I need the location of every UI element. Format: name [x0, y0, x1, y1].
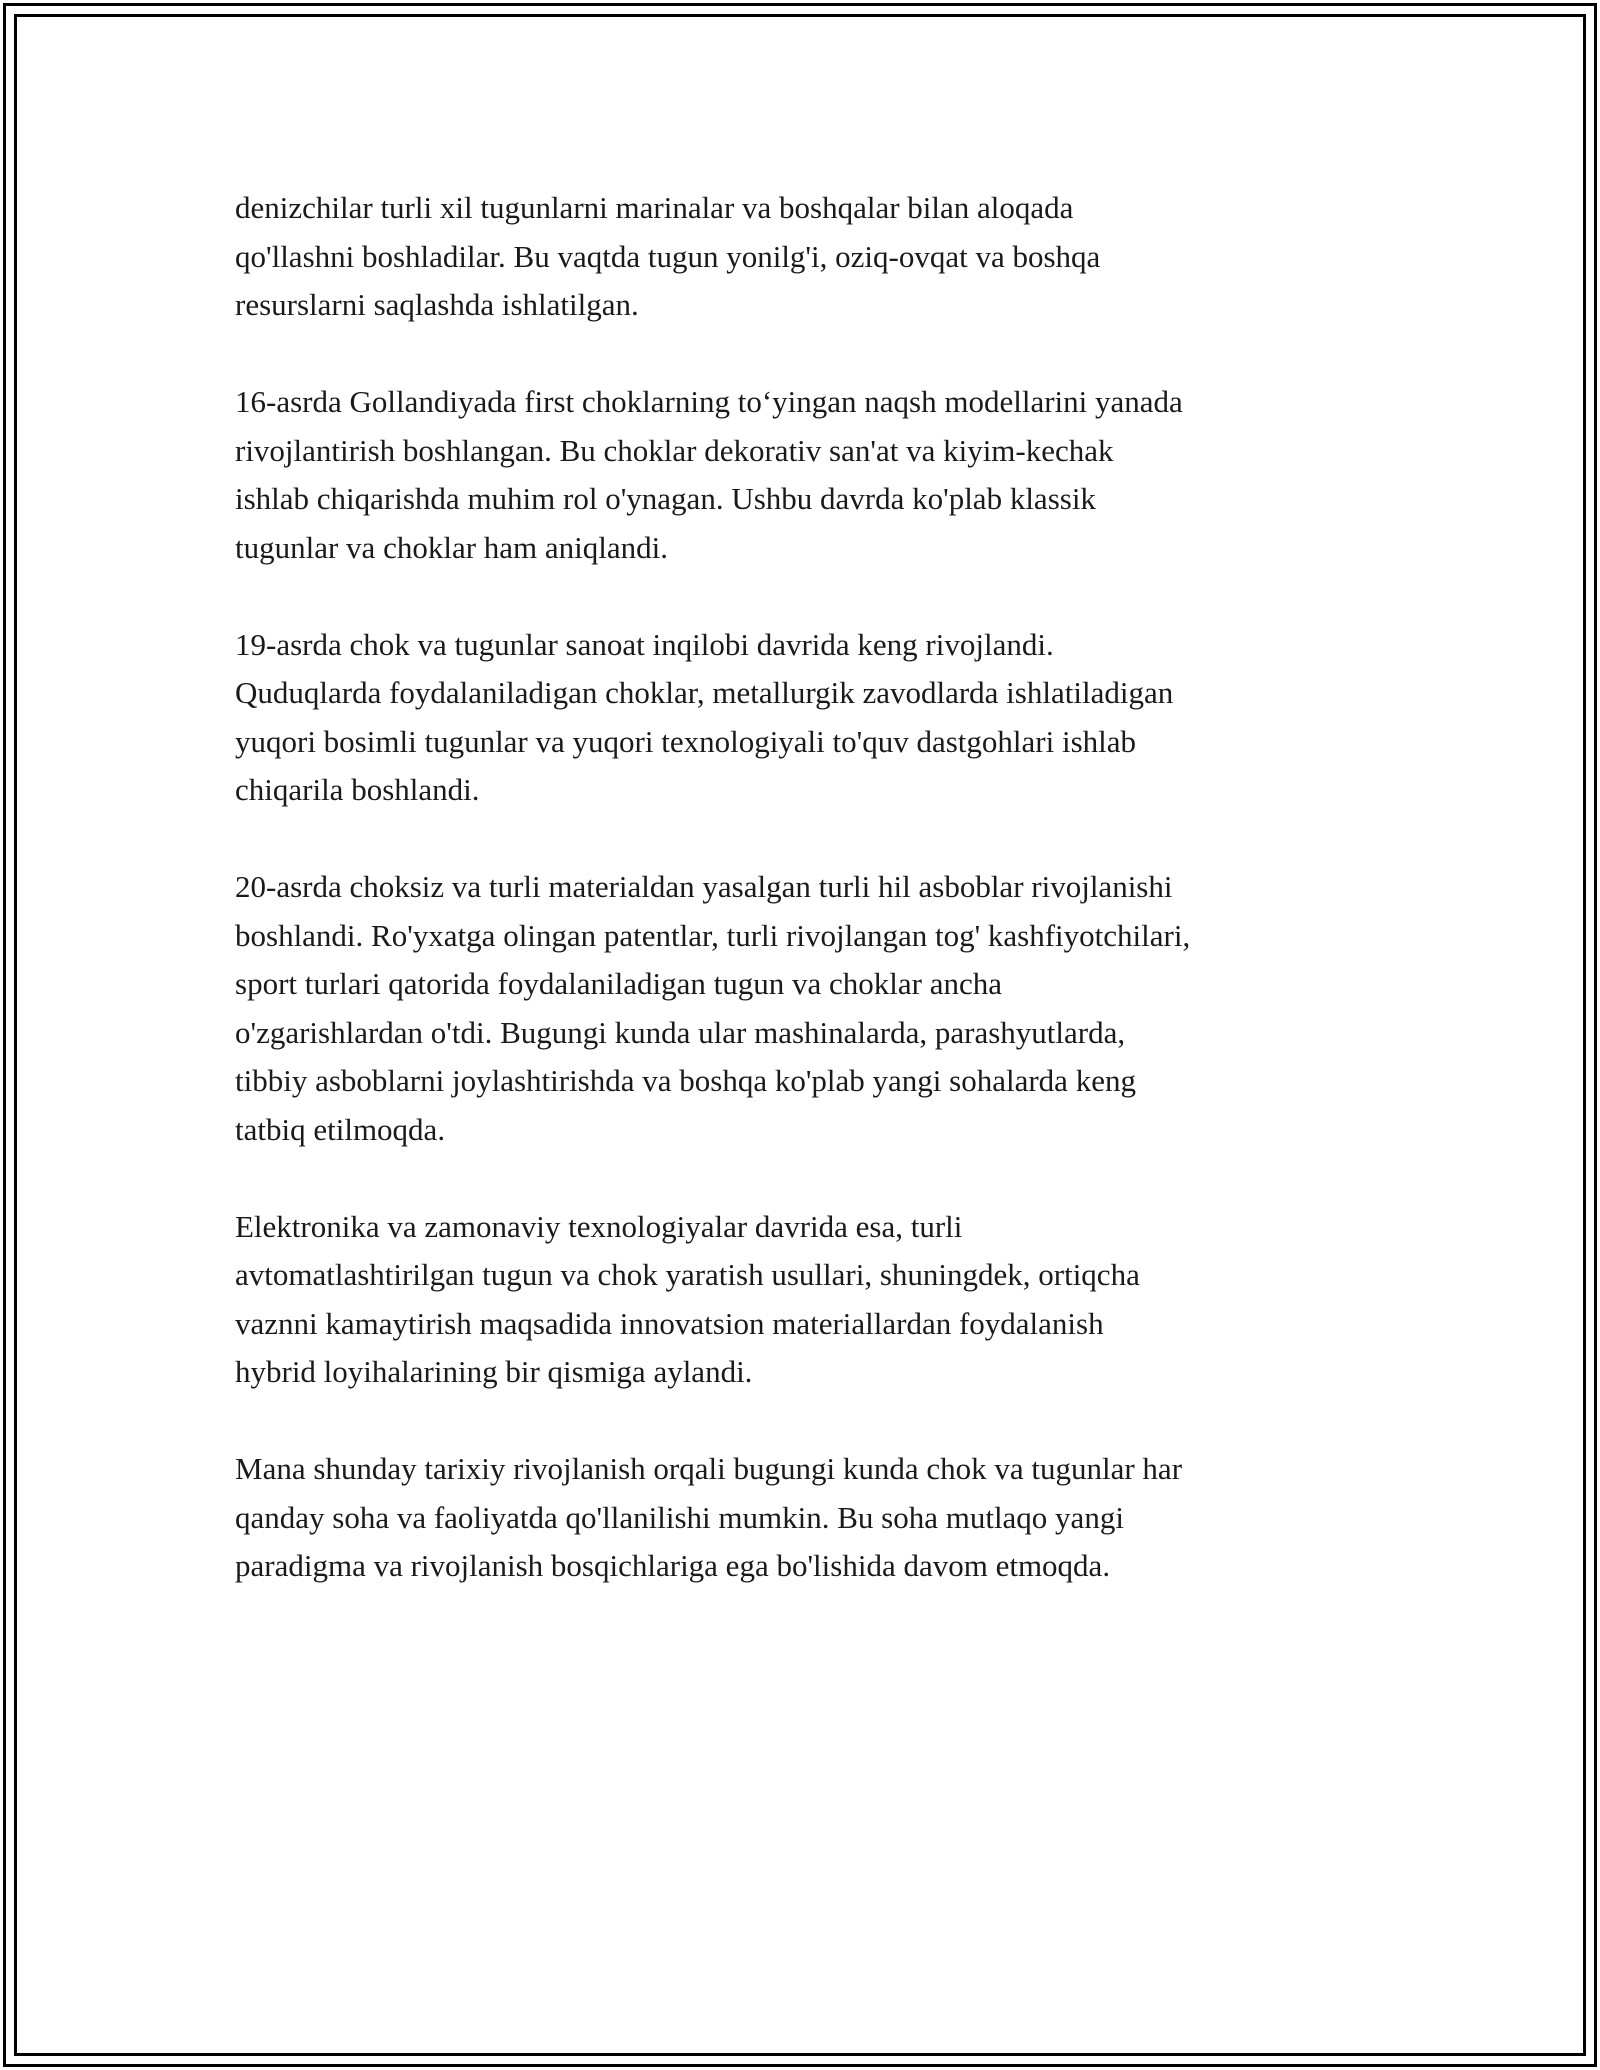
text-line: 20-asrda choksiz va turli materialdan yasalgan turli hil asboblar rivojlanishi: [235, 869, 1173, 904]
text-line: yuqori bosimli tugunlar va yuqori texnologiyali to'quv dastgohlari ishlab: [235, 723, 1137, 759]
document-body: [235, 184, 1375, 1639]
text-line: qo'llashni boshladilar. Bu vaqtda tugun yonilg'i, oziq-ovqat va boshqa: [235, 238, 1101, 274]
text-line: paradigma va rivojlanish bosqichlariga ega bo'lishida davom etmoqda.: [235, 1548, 1111, 1583]
text-line: ishlab chiqarishda muhim rol o'ynagan. Ushbu davrda ko'plab klassik: [235, 481, 1096, 516]
text-line: tugunlar va choklar ham aniqlandi.: [235, 529, 669, 565]
text-line: Quduqlarda foydalaniladigan choklar, metallurgik zavodlarda ishlatiladigan: [235, 675, 1174, 710]
paragraph: [235, 621, 1375, 815]
text-line: avtomatlashtirilgan tugun va chok yaratish usullari, shuningdek, ortiqcha: [235, 1257, 1140, 1292]
text-line: boshlandi. Ro'yxatga olingan patentlar, turli rivojlangan tog' kashfiyotchilari,: [235, 917, 1191, 953]
text-line: 16-asrda Gollandiyada first choklarning to‘yingan naqsh modellarini yanada: [235, 384, 1183, 419]
text-line: tatbiq etilmoqda.: [235, 1111, 446, 1147]
text-line: vaznni kamaytirish maqsadida innovatsion materiallardan foydalanish: [235, 1305, 1104, 1341]
text-line: Elektronika va zamonaviy texnologiyalar davrida esa, turli: [235, 1208, 963, 1244]
text-line: resurslarni saqlashda ishlatilgan.: [235, 287, 639, 322]
text-line: o'zgarishlardan o'tdi. Bugungi kunda ular mashinalarda, parashyutlarda,: [235, 1014, 1126, 1050]
text-line: tibbiy asboblarni joylashtirishda va boshqa ko'plab yangi sohalarda keng: [235, 1063, 1136, 1098]
paragraph: [235, 1203, 1375, 1397]
paragraph: [235, 184, 1375, 330]
text-line: hybrid loyihalarining bir qismiga aylandi.: [235, 1354, 753, 1389]
text-line: sport turlari qatorida foydalaniladigan tugun va choklar ancha: [235, 966, 1002, 1001]
text-line: denizchilar turli xil tugunlarni marinalar va boshqalar bilan aloqada: [235, 190, 1074, 225]
text-line: chiqarila boshlandi.: [235, 772, 480, 807]
paragraph: [235, 1445, 1375, 1591]
text-line: rivojlantirish boshlangan. Bu choklar dekorativ san'at va kiyim-kechak: [235, 432, 1114, 468]
text-line: 19-asrda chok va tugunlar sanoat inqilobi davrida keng rivojlandi.: [235, 626, 1054, 662]
paragraph: [235, 863, 1375, 1154]
paragraph: [235, 378, 1375, 572]
text-line: Mana shunday tarixiy rivojlanish orqali bugungi kunda chok va tugunlar har: [235, 1451, 1183, 1486]
text-line: qanday soha va faoliyatda qo'llanilishi mumkin. Bu soha mutlaqo yangi: [235, 1499, 1124, 1535]
